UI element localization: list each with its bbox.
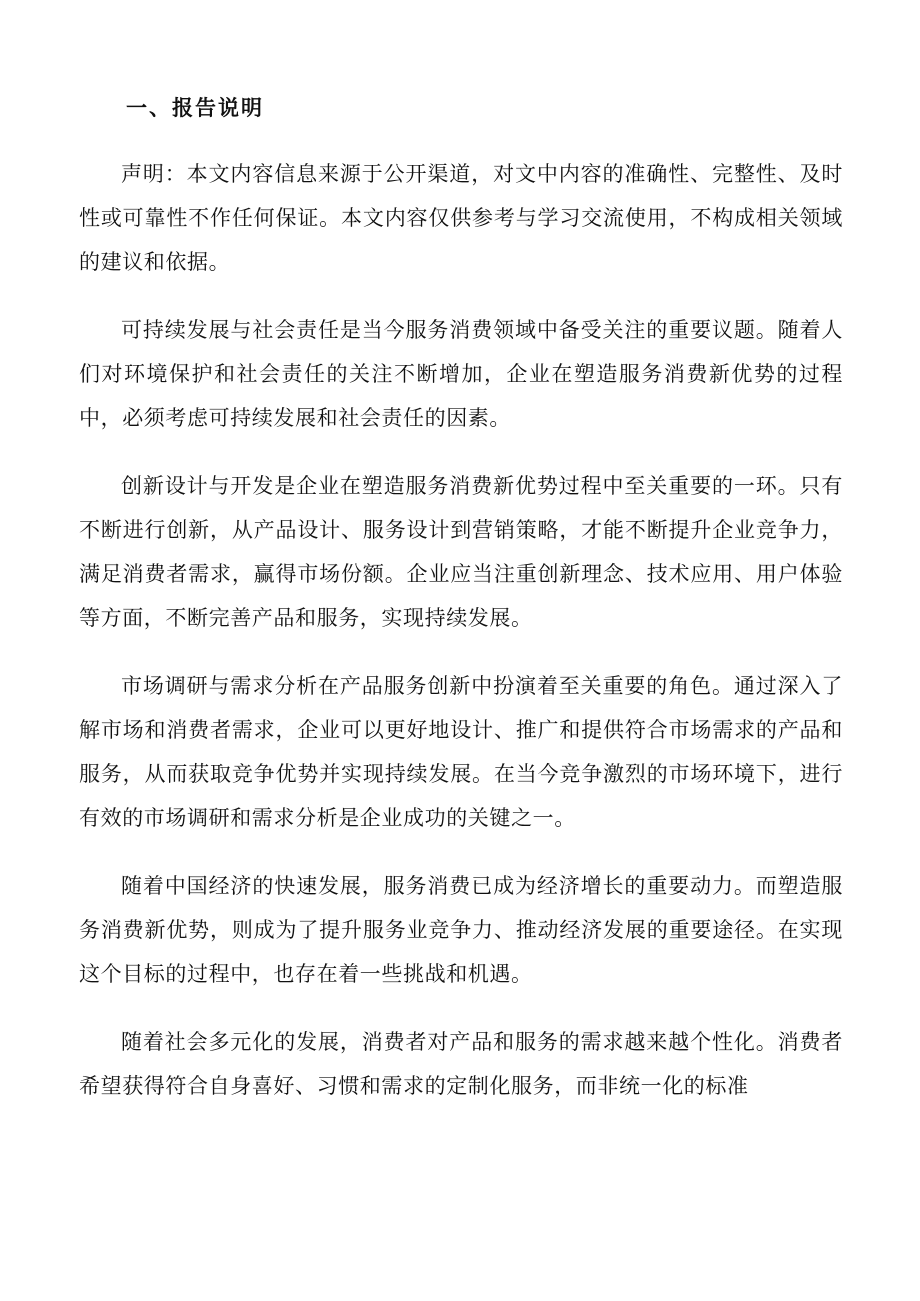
paragraph-disclaimer: 声明：本文内容信息来源于公开渠道，对文中内容的准确性、完整性、及时性或可靠性不作任何保证。本文内容仅供参考与学习交流使用，不构成相关领域的建议和依据。 (79, 162, 843, 274)
paragraph-market-research: 市场调研与需求分析在产品服务创新中扮演着至关重要的角色。通过深入了解市场和消费者需求，企业可以更好地设计、推广和提供符合市场需求的产品和服务，从而获取竞争优势并实现持续发展。在当今竞争激烈的市场环境下，进行有效的市场调研和需求分析是企业成功的关键之一。 (79, 674, 843, 830)
paragraph-economy: 随着中国经济的快速发展，服务消费已成为经济增长的重要动力。而塑造服务消费新优势，则成为了提升服务业竞争力、推动经济发展的重要途径。在实现这个目标的过程中，也存在着一些挑战和机遇。 (79, 874, 843, 986)
document-page (79, 86, 843, 1132)
paragraph-innovation: 创新设计与开发是企业在塑造服务消费新优势过程中至关重要的一环。只有不断进行创新，从产品设计、服务设计到营销策略，才能不断提升企业竞争力，满足消费者需求，赢得市场份额。企业应当注重创新理念、技术应用、用户体验等方面，不断完善产品和服务，实现持续发展。 (79, 474, 843, 630)
paragraph-sustainability: 可持续发展与社会责任是当今服务消费领域中备受关注的重要议题。随着人们对环境保护和社会责任的关注不断增加，企业在塑造服务消费新优势的过程中，必须考虑可持续发展和社会责任的因素。 (79, 318, 843, 430)
paragraph-personalization: 随着社会多元化的发展，消费者对产品和服务的需求越来越个性化。消费者希望获得符合自身喜好、习惯和需求的定制化服务，而非统一化的标准 (79, 1030, 843, 1098)
section-heading: 一、报告说明 (126, 95, 264, 120)
